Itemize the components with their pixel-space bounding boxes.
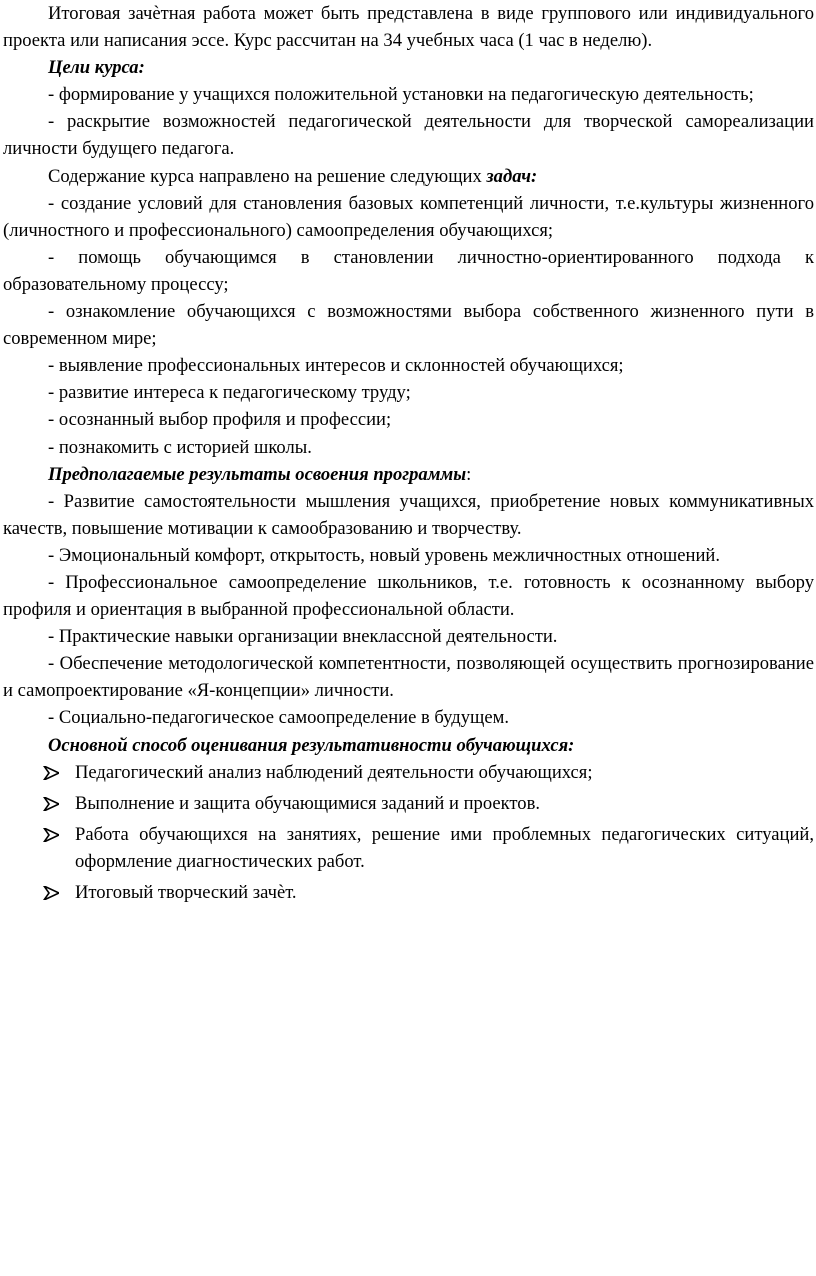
goals-heading-text: Цели курса: (48, 57, 145, 79)
tasks-lead (3, 163, 814, 190)
task-item: - выявление профессиональных интересов и склонностей обучающихся; (48, 355, 624, 377)
result-item: - Профессиональное самоопределение школьников, т.е. готовность к осознанному выбору профиля и ориентация в выбранной профессиональной области. (3, 571, 814, 621)
assessment-item (3, 879, 814, 906)
assessment-item-text: Выполнение и защита обучающимися заданий и проектов. (75, 792, 541, 814)
task-item: - создание условий для становления базовых компетенций личности, т.е.культуры жизненного (личностного и профессионального) самоопределения обучающихся; (3, 192, 814, 241)
assessment-item-text: Итоговый творческий зачѐт. (75, 882, 297, 903)
result-item: - Обеспечение методологической компетентности, позволяющей осуществить прогнозирование и самопроектирование «Я-концепции» личности. (3, 653, 814, 702)
arrowhead-bullet-icon (43, 821, 61, 848)
arrowhead-bullet-icon (43, 790, 61, 817)
result-item: - Развитие самостоятельности мышления учащихся, приобретение новых коммуникативных качеств, повышение мотивации к самообразованию и творчеству. (3, 490, 814, 539)
assessment-item (3, 821, 814, 875)
assessment-item-text: Работа обучающихся на занятиях, решение ими проблемных педагогических ситуаций, оформление диагностических работ. (75, 823, 814, 872)
result-item: - Эмоциональный комфорт, открытость, новый уровень межличностных отношений. (48, 544, 720, 566)
assessment-item-text: Педагогический анализ наблюдений деятельности обучающихся; (75, 761, 593, 783)
assessment-list (3, 759, 814, 906)
goal-item: - формирование у учащихся положительной установки на педагогическую деятельность; (48, 84, 754, 106)
task-item: - помощь обучающимся в становлении личностно-ориентированного подхода к образовательному процессу; (3, 246, 814, 295)
tasks-lead-emphasis: задач: (486, 165, 538, 187)
result-item: - Социально-педагогическое самоопределение в будущем. (48, 707, 510, 729)
assessment-heading (3, 732, 814, 759)
task-item: - осознанный выбор профиля и профессии; (48, 409, 392, 431)
tasks-lead-text: Содержание курса направлено на решение следующих (48, 165, 487, 187)
assessment-heading-text: Основной способ оценивания результативности обучающихся: (48, 734, 575, 756)
results-heading (3, 461, 814, 488)
intro-paragraph: Итоговая зачѐтная работа может быть представлена в виде группового или индивидуального проекта или написания эссе. Курс рассчитан на 34 учебных часа (1 час в неделю). (3, 3, 814, 52)
results-heading-text: Предполагаемые результаты освоения программы (48, 463, 467, 485)
task-item: - ознакомление обучающихся с возможностями выбора собственного жизненного пути в современном мире; (3, 301, 814, 350)
arrowhead-bullet-icon (43, 759, 61, 786)
result-item: - Практические навыки организации внеклассной деятельности. (48, 626, 558, 648)
goal-item: - раскрытие возможностей педагогической деятельности для творческой самореализации личности будущего педагога. (3, 111, 814, 160)
task-item: - познакомить с историей школы. (48, 436, 312, 458)
task-item: - развитие интереса к педагогическому труду; (48, 382, 411, 404)
assessment-item (3, 790, 814, 817)
assessment-item (3, 759, 814, 786)
goals-heading (3, 54, 814, 81)
arrowhead-bullet-icon (43, 879, 61, 906)
results-heading-colon: : (466, 463, 472, 485)
